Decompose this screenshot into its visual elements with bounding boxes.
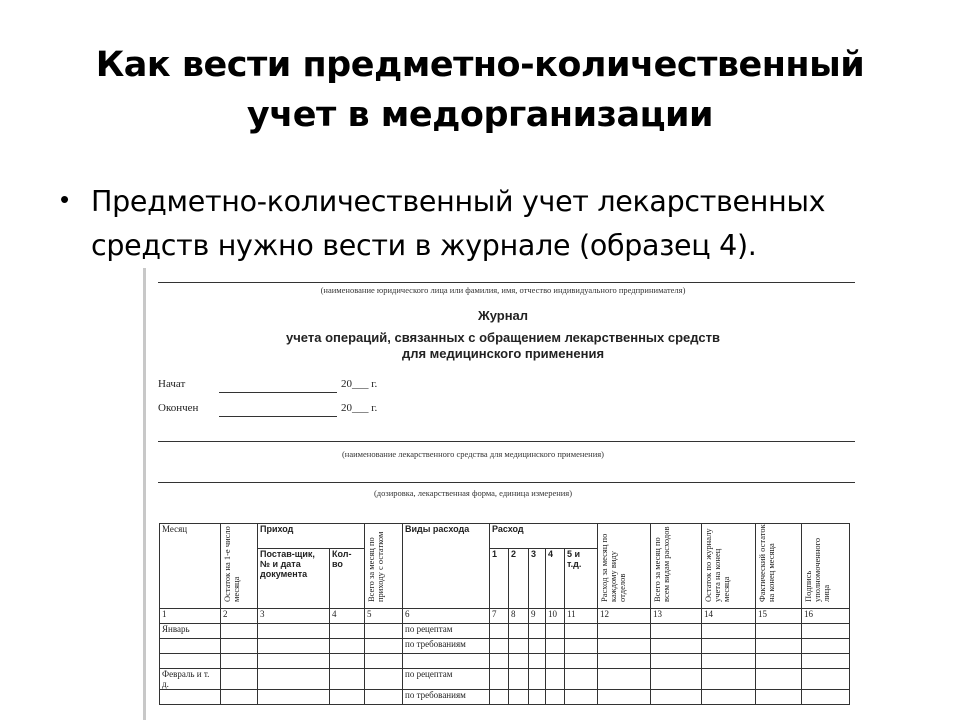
row-by-requests: по требованиям: [403, 690, 490, 705]
col-num: 12: [598, 609, 651, 624]
column-number-row: [160, 609, 850, 624]
col-num: 14: [702, 609, 756, 624]
org-name-line: [158, 282, 855, 283]
ended-year: 20___ г.: [341, 402, 378, 414]
header-sub-5: 5 и т.д.: [565, 549, 598, 609]
header-sub-4: 4: [546, 549, 565, 609]
header-expense: Расход: [490, 524, 598, 549]
bullet-text: [91, 180, 931, 268]
journal-form-sample: [143, 268, 863, 720]
slide-title: [40, 40, 920, 140]
row-month-january: Январь: [160, 624, 221, 639]
header-sub-2: 2: [509, 549, 529, 609]
bullet-line-1: Предметно-количественный учет лекарственных: [91, 185, 826, 218]
ended-label: Окончен: [158, 402, 199, 414]
table-row: [160, 654, 850, 669]
col-num: 6: [403, 609, 490, 624]
header-quantity: Кол-во: [330, 549, 365, 609]
col-num: 9: [529, 609, 546, 624]
org-name-caption: (наименование юридического лица или фамилия, имя, отчество индивидуального предпринимателя): [320, 285, 686, 295]
row-by-requests: по требованиям: [403, 639, 490, 654]
table-row: [160, 624, 850, 639]
table-row: [160, 669, 850, 690]
header-remainder: Остаток на 1-е число месяца: [221, 524, 258, 609]
dosage-line: [158, 482, 855, 483]
row-month-february: Февраль и т. д.: [160, 669, 221, 690]
header-actual-remainder: Фактический остаток на конец месяца: [756, 524, 802, 609]
col-num: 4: [330, 609, 365, 624]
row-by-prescriptions: по рецептам: [403, 624, 490, 639]
col-num: 16: [802, 609, 850, 624]
journal-subtitle-1: учета операций, связанных с обращением лекарственных средств: [286, 330, 720, 345]
col-num: 5: [365, 609, 403, 624]
journal-subtitle-2: для медицинского применения: [401, 346, 605, 361]
drug-name-caption: (наименование лекарственного средства для медицинского применения): [341, 449, 605, 459]
header-per-kind: Расход за месяц по каждому виду отделов: [598, 524, 651, 609]
col-num: 7: [490, 609, 509, 624]
header-book-remainder: Остаток по журналу учета на конец месяца: [702, 524, 756, 609]
bullet-line-2: средств нужно вести в журнале (образец 4).: [91, 229, 757, 262]
started-label: Начат: [158, 378, 186, 390]
journal-table: [159, 523, 850, 705]
started-line: [219, 392, 337, 393]
table-row: [160, 690, 850, 705]
col-num: 1: [160, 609, 221, 624]
col-num: 13: [651, 609, 702, 624]
header-income: Приход: [258, 524, 365, 549]
ended-line: [219, 416, 337, 417]
bullet-dot: •: [60, 184, 70, 214]
slide-title-line-2: учет в медорганизации: [246, 95, 714, 135]
header-total-income: Всего за месяц по приходу с остатком: [365, 524, 403, 609]
table-row: [160, 639, 850, 654]
drug-name-line: [158, 441, 855, 442]
header-supplier: Постав-щик, № и дата документа: [258, 549, 330, 609]
header-sub-1: 1: [490, 549, 509, 609]
header-sub-3: 3: [529, 549, 546, 609]
row-by-prescriptions: по рецептам: [403, 669, 490, 690]
slide-title-line-1: Как вести предметно-количественный: [95, 45, 865, 85]
col-num: 8: [509, 609, 529, 624]
started-year: 20___ г.: [341, 378, 378, 390]
col-num: 2: [221, 609, 258, 624]
header-expense-kinds: Виды расхода: [403, 524, 490, 609]
header-signature: Подпись уполномоченного лица: [802, 524, 850, 609]
header-month: Месяц: [160, 524, 221, 609]
header-total-expense: Всего за месяц по всем видам расходов: [651, 524, 702, 609]
col-num: 11: [565, 609, 598, 624]
journal-title: Журнал: [477, 308, 529, 323]
col-num: 3: [258, 609, 330, 624]
col-num: 15: [756, 609, 802, 624]
col-num: 10: [546, 609, 565, 624]
dosage-caption: (дозировка, лекарственная форма, единица измерения): [373, 488, 573, 498]
